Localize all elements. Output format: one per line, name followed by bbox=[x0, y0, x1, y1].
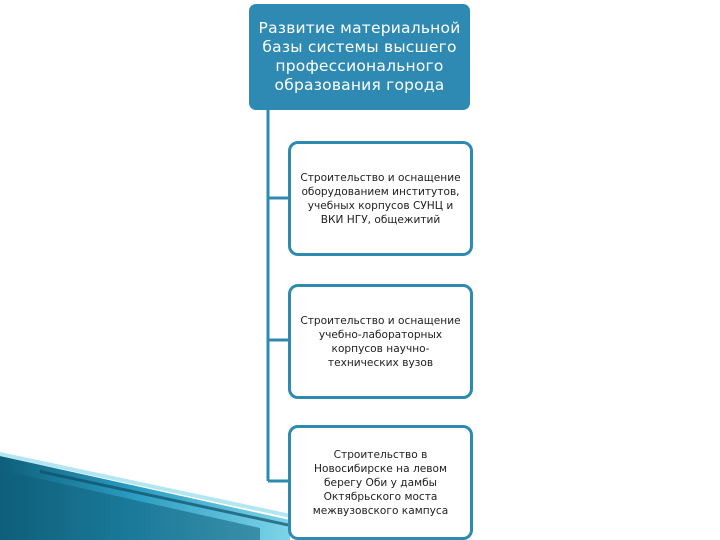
deco-stripe-main bbox=[0, 456, 290, 540]
deco-stripe-dark bbox=[0, 470, 260, 540]
child-node-2 bbox=[288, 284, 473, 399]
deco-stripe-thin bbox=[40, 470, 295, 528]
deco-stripe-light bbox=[0, 452, 300, 520]
child-node-3-label: Строительство в Новосибирске на левом берегу Оби у дамбы Октябрьского моста межвузовского кампуса bbox=[312, 448, 449, 517]
child-node-2-label: Строительство и оснащение учебно-лабораторных корпусов научно-технических вузов bbox=[300, 314, 461, 369]
child-node-1 bbox=[288, 141, 473, 256]
child-node-3 bbox=[288, 425, 473, 540]
root-node bbox=[249, 4, 470, 110]
root-node-label: Развитие материальной базы системы высшего профессионального образования города bbox=[258, 19, 461, 94]
child-node-1-label: Строительство и оснащение оборудованием институтов, учебных корпусов СУНЦ и ВКИ НГУ, общежитий bbox=[300, 171, 461, 226]
